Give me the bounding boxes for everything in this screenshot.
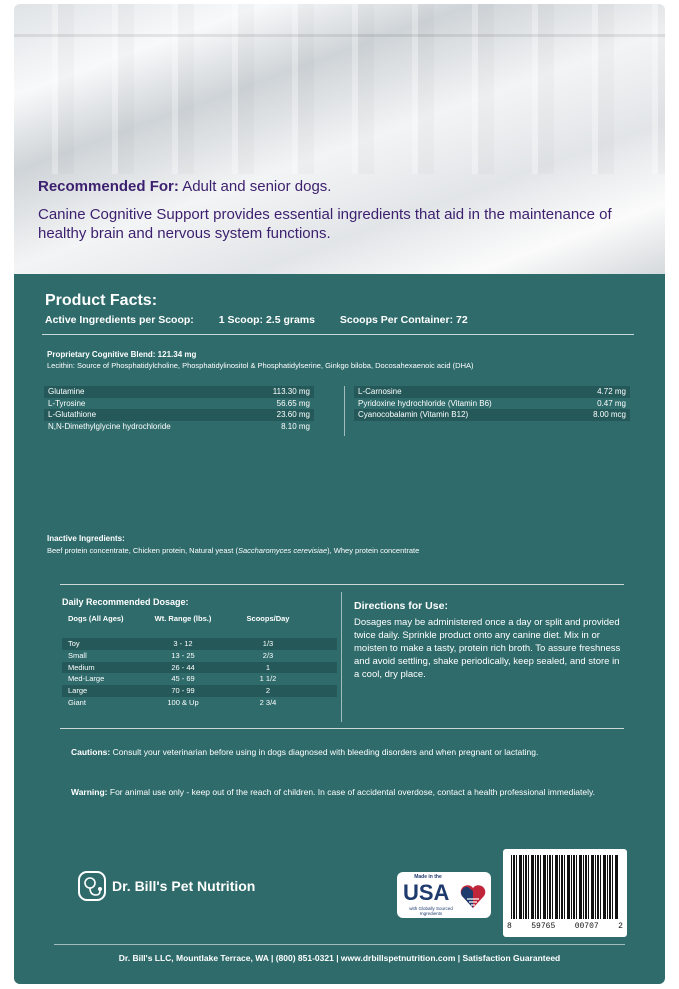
recommended-section	[38, 178, 638, 243]
dog-stethoscope-icon	[78, 871, 106, 901]
made-in-usa-badge	[397, 872, 491, 918]
zip-seal	[14, 34, 665, 37]
column-divider	[344, 386, 345, 436]
divider	[60, 584, 624, 585]
divider	[42, 334, 634, 335]
column-divider	[341, 592, 342, 722]
dosage-row: Large 70 - 99 2	[62, 685, 337, 697]
dosage-row: Toy 3 - 12 1/3	[62, 638, 337, 650]
dosage-row: Medium 26 - 44 1	[62, 662, 337, 674]
divider	[60, 728, 624, 729]
brand-name: Dr. Bill's Pet Nutrition	[112, 878, 256, 894]
flag-heart-icon	[459, 882, 487, 910]
usa-label: USA	[403, 880, 450, 905]
dosage-table	[62, 614, 337, 709]
pouch	[14, 4, 665, 984]
dosage-row: Med-Large 45 - 69 1 1/2	[68, 674, 277, 684]
barcode	[503, 849, 627, 937]
ingredient-row: N,N-Dimethylglycine hydrochloride 8.10 mg	[48, 421, 310, 431]
warning: Warning: For animal use only - keep out of the reach of children. In case of accidental overdose, contact a health professional immediately.	[71, 787, 595, 797]
blend-description: Lecithin: Source of Phosphatidylcholine, Phosphatidylinositol & Phosphatidylserine, Ginkgo biloba, Docosahexaenoic acid (DHA)	[47, 361, 474, 370]
brand-logo	[78, 871, 255, 901]
ingredient-row: L-Carnosine 4.72 mg	[354, 386, 630, 398]
divider	[54, 944, 625, 945]
dosage-title: Daily Recommended Dosage:	[62, 597, 189, 607]
directions-title: Directions for Use:	[354, 600, 448, 612]
directions-text: Dosages may be administered once a day or split and provided twice daily. Sprinkle product onto any canine diet. Mix in or moisten to make a tasty, protein rich broth. To assure freshness and avoid settling, shake periodically, keep sealed, and store in a cool, dry place.	[354, 617, 621, 680]
ingredient-row: L-Tyrosine 56.65 mg	[48, 398, 310, 408]
blend-title: Proprietary Cognitive Blend: 121.34 mg	[47, 350, 197, 359]
product-facts-subheader	[45, 314, 490, 326]
made-in-label: Made in the	[414, 874, 442, 880]
scoops-per-container: Scoops Per Container: 72	[339, 314, 468, 326]
dosage-header: Dogs (All Ages) Wt. Range (lbs.) Scoops/Day	[68, 614, 290, 623]
barcode-bars	[511, 855, 619, 919]
ingredient-row: Pyridoxine hydrochloride (Vitamin B6) 0.47 mg	[358, 398, 626, 408]
scoop-size: 1 Scoop: 2.5 grams	[218, 314, 315, 326]
active-ingredients-label: Active Ingredients per Scoop:	[45, 314, 194, 326]
dosage-row: Giant 100 & Up 2 3/4	[68, 697, 277, 707]
recommended-label: Recommended For:	[38, 178, 179, 195]
product-facts-title: Product Facts:	[45, 292, 158, 309]
ingredients-right	[354, 386, 630, 421]
inactive-ingredients-description: Beef protein concentrate, Chicken protein, Natural yeast (Saccharomyces cerevisiae), Whey protein concentrate	[47, 546, 420, 555]
recommended-value: Adult and senior dogs.	[178, 178, 332, 195]
recommended-description: Canine Cognitive Support provides essential ingredients that aid in the maintenance of healthy brain and nervous system functions.	[38, 206, 612, 242]
inactive-ingredients-title: Inactive Ingredients:	[47, 534, 125, 543]
footer-contact: Dr. Bill's LLC, Mountlake Terrace, WA | (800) 851-0321 | www.drbillspetnutrition.com | Satisfaction Guaranteed	[118, 953, 561, 963]
barcode-number: 8 59765 00707 2	[507, 922, 623, 931]
cautions: Cautions: Consult your veterinarian before using in dogs diagnosed with bleeding disorders and when pregnant or lactating.	[71, 747, 539, 757]
ingredients-left	[44, 386, 314, 432]
ingredient-row: Glutamine 113.30 mg	[44, 386, 314, 398]
globally-sourced-label: with Globally Sourced Ingredients	[409, 906, 453, 916]
ingredient-row: L-Glutathione 23.60 mg	[44, 409, 314, 421]
dosage-row: Small 13 - 25 2/3	[68, 650, 274, 660]
ingredient-row: Cyanocobalamin (Vitamin B12) 8.00 mcg	[354, 409, 630, 421]
